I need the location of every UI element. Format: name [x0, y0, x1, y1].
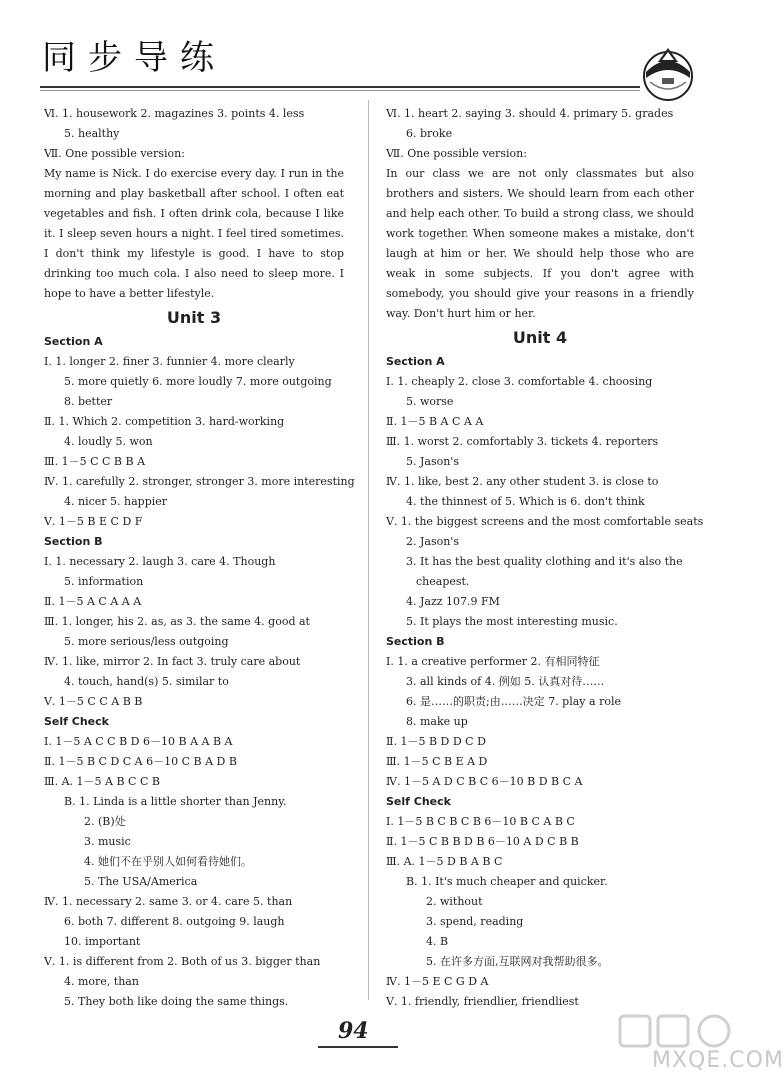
section-heading: Section B — [44, 535, 103, 548]
answer-line: Ⅰ. 1. longer 2. finer 3. funnier 4. more clearly — [44, 355, 295, 368]
answer-line: B. 1. It's much cheaper and quicker. — [406, 875, 608, 888]
answer-line: Ⅰ. 1－5 B C B C B 6－10 B C A B C — [386, 815, 575, 828]
answer-line: Ⅴ. 1. is different from 2. Both of us 3. bigger than — [44, 955, 321, 968]
answer-line: 5. It plays the most interesting music. — [406, 615, 618, 628]
answer-line: 8. make up — [406, 715, 468, 728]
answer-line: 4. the thinnest of 5. Which is 6. don't think — [406, 495, 645, 508]
section-heading: Self Check — [386, 795, 451, 808]
answer-line: B. 1. Linda is a little shorter than Jenny. — [64, 795, 287, 808]
answer-line: Ⅳ. 1. like, best 2. any other student 3. is close to — [386, 475, 659, 488]
answer-line: Ⅰ. 1. cheaply 2. close 3. comfortable 4. choosing — [386, 375, 653, 388]
answer-line: 2. Jason's — [406, 535, 459, 548]
answer-line: Ⅲ. 1－5 C B E A D — [386, 755, 488, 768]
answer-line: Ⅲ. 1. worst 2. comfortably 3. tickets 4. reporters — [386, 435, 659, 448]
answer-line: 3. spend, reading — [426, 915, 524, 928]
answer-line: 3. all kinds of 4. 例如 5. 认真对待…… — [406, 675, 605, 688]
answer-column-right — [386, 104, 704, 1012]
answer-line: 5. information — [64, 575, 144, 588]
answer-line: 5. more quietly 6. more loudly 7. more outgoing — [64, 375, 332, 388]
answer-line: Ⅳ. 1－5 A D C B C 6－10 B D B C A — [386, 775, 583, 788]
answer-column-left — [44, 104, 355, 1012]
answer-line: 4. 她们不在乎别人如何看待她们。 — [84, 855, 252, 868]
answer-line: Ⅱ. 1－5 B D D C D — [386, 735, 486, 748]
answer-line: Ⅱ. 1－5 A C A A A — [44, 595, 142, 608]
answer-line: 5. 在许多方面,互联网对我帮助很多。 — [426, 955, 609, 968]
answer-line: 6. both 7. different 8. outgoing 9. laugh — [64, 915, 285, 928]
answer-line: 2. (B)处 — [84, 815, 126, 828]
answer-line: Ⅰ. 1. necessary 2. laugh 3. care 4. Though — [44, 555, 276, 568]
answer-line: Ⅲ. A. 1－5 A B C C B — [44, 775, 160, 788]
answer-line: 5. healthy — [64, 127, 120, 140]
answer-line: Ⅴ. 1－5 C C A B B — [44, 695, 143, 708]
answer-line: cheapest. — [416, 575, 470, 588]
answer-line: Ⅲ. 1. longer, his 2. as, as 3. the same 4. good at — [44, 615, 310, 628]
answer-line: Ⅳ. 1. like, mirror 2. In fact 3. truly care about — [44, 655, 301, 668]
header-title: 同步导练 — [42, 38, 226, 78]
answer-line: 4. more, than — [64, 975, 139, 988]
series-logo-icon — [636, 42, 700, 106]
answer-line: Ⅶ. One possible version: — [44, 147, 185, 160]
answer-line: Ⅳ. 1. necessary 2. same 3. or 4. care 5. than — [44, 895, 293, 908]
answer-line: Ⅳ. 1. carefully 2. stronger, stronger 3. more interesting — [44, 475, 355, 488]
header-rule-thin — [40, 90, 640, 91]
answer-line: Ⅱ. 1－5 C B B D B 6－10 A D C B B — [386, 835, 579, 848]
watermark-text: MXQE.COM — [652, 1048, 784, 1073]
answer-line: 10. important — [64, 935, 141, 948]
answer-line: Ⅰ. 1. a creative performer 2. 有相同特征 — [386, 655, 600, 668]
page-number-underline — [318, 1046, 398, 1048]
answer-line: Ⅱ. 1－5 B A C A A — [386, 415, 484, 428]
page-number: 94 — [338, 1018, 369, 1044]
essay-paragraph: In our class we are not only classmates but also brothers and sisters. We should learn from each other and help each other. To build a strong class, we should work together. When someone makes a mistake, don't laugh at him or her. We should help those who are weak in some subjects. If you don't agree with somebody, you should give your reasons in a friendly way. Don't hurt him or her. — [386, 167, 694, 320]
answer-line: Ⅲ. 1－5 C C B B A — [44, 455, 146, 468]
answer-line: Ⅱ. 1. Which 2. competition 3. hard-working — [44, 415, 285, 428]
answer-line: 4. B — [426, 935, 449, 948]
answer-line: 8. better — [64, 395, 113, 408]
section-heading: Section A — [386, 355, 445, 368]
answer-line: 2. without — [426, 895, 483, 908]
answer-line: 4. loudly 5. won — [64, 435, 153, 448]
essay-paragraph: My name is Nick. I do exercise every day. I run in the morning and play basketball after school. I often eat vegetables and fish. I often drink cola, because I like it. I sleep seven hours a night. I feel tired sometimes. I don't think my lifestyle is good. I have to stop drinking too much cola. I also need to sleep more. I hope to have a better lifestyle. — [44, 167, 344, 300]
answer-line: Ⅴ. 1－5 B E C D F — [44, 515, 143, 528]
answer-line: Ⅱ. 1－5 B C D C A 6－10 C B A D B — [44, 755, 237, 768]
answer-line: 6. 是……的职责;由……决定 7. play a role — [406, 695, 621, 708]
answer-line: Ⅵ. 1. housework 2. magazines 3. points 4. less — [44, 107, 305, 120]
answer-line: 5. worse — [406, 395, 454, 408]
answer-line: Ⅴ. 1. the biggest screens and the most comfortable seats — [386, 515, 704, 528]
unit-heading: Unit 4 — [512, 328, 568, 347]
answer-line: Ⅲ. A. 1－5 D B A B C — [386, 855, 503, 868]
answer-line: 5. more serious/less outgoing — [64, 635, 229, 648]
answer-line: 4. Jazz 107.9 FM — [406, 595, 500, 608]
answer-line: 6. broke — [406, 127, 453, 140]
answer-line: 5. The USA/America — [84, 875, 198, 888]
answer-line: Ⅵ. 1. heart 2. saying 3. should 4. primary 5. grades — [386, 107, 674, 120]
answer-line: Ⅶ. One possible version: — [386, 147, 527, 160]
answer-line: Ⅳ. 1－5 E C G D A — [386, 975, 489, 988]
column-divider — [368, 100, 369, 1000]
answer-line: 4. nicer 5. happier — [64, 495, 168, 508]
answer-line: Ⅴ. 1. friendly, friendlier, friendliest — [386, 995, 579, 1008]
answer-line: 5. They both like doing the same things. — [64, 995, 289, 1008]
answer-line: 3. music — [84, 835, 131, 848]
answer-line: Ⅰ. 1－5 A C C B D 6－10 B A A B A — [44, 735, 233, 748]
unit-heading: Unit 3 — [166, 308, 222, 327]
answer-line: 4. touch, hand(s) 5. similar to — [64, 675, 229, 688]
header-rule — [40, 86, 640, 88]
section-heading: Section A — [44, 335, 103, 348]
section-heading: Section B — [386, 635, 445, 648]
answer-line: 3. It has the best quality clothing and it's also the — [406, 555, 683, 568]
section-heading: Self Check — [44, 715, 109, 728]
answer-line: 5. Jason's — [406, 455, 459, 468]
